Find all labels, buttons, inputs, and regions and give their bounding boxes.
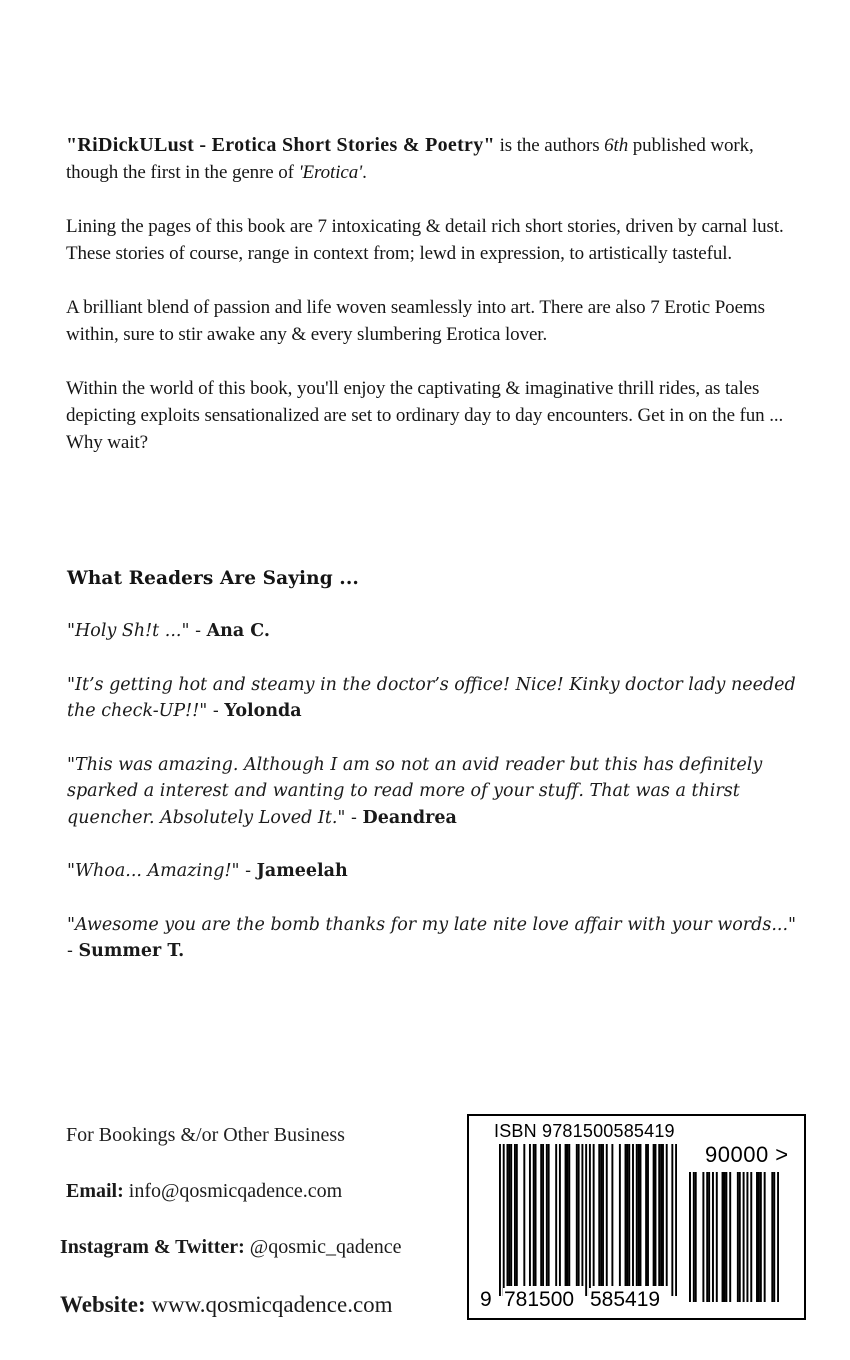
- reviews-heading: What Readers Are Saying ...: [67, 568, 359, 589]
- review-quote: "Awesome you are the bomb thanks for my late nite love affair with your words...": [67, 914, 797, 935]
- barcode-bar: [589, 1144, 591, 1296]
- review-dash: -: [239, 861, 257, 881]
- barcode-bar: [653, 1144, 655, 1286]
- barcode-bar: [658, 1144, 660, 1286]
- blurb-text: is the authors: [494, 135, 605, 156]
- barcode-bar: [581, 1144, 583, 1286]
- barcode-bar: [578, 1144, 580, 1286]
- barcode-bar: [508, 1144, 510, 1286]
- addon-bar: [760, 1172, 762, 1302]
- barcode-bar: [503, 1144, 505, 1296]
- barcode-bar: [566, 1144, 568, 1286]
- barcode-bar: [542, 1144, 544, 1286]
- barcode-bar: [598, 1144, 600, 1286]
- reviews-list: [67, 618, 807, 992]
- barcode-bar: [548, 1144, 550, 1286]
- barcode-bar: [568, 1144, 570, 1286]
- barcode-bar: [555, 1144, 557, 1286]
- review-dash: -: [67, 941, 79, 961]
- barcode-bar: [625, 1144, 627, 1286]
- addon-bar: [695, 1172, 697, 1302]
- barcode-bar: [576, 1144, 578, 1286]
- addon-bar: [777, 1172, 779, 1302]
- addon-bar: [722, 1172, 724, 1302]
- addon-bar: [706, 1172, 708, 1302]
- barcode-bar: [666, 1144, 668, 1286]
- barcode-bar: [647, 1144, 649, 1286]
- addon-bar: [702, 1172, 704, 1302]
- barcode-bar: [662, 1144, 664, 1286]
- barcode-bar: [499, 1144, 501, 1296]
- barcode-digits-right: 585419: [590, 1288, 661, 1311]
- addon-bar: [750, 1172, 752, 1302]
- social-handle[interactable]: @qosmic_qadence: [244, 1236, 402, 1258]
- barcode-bar: [516, 1144, 518, 1286]
- barcode-bar: [506, 1144, 508, 1286]
- social-label: Instagram & Twitter:: [60, 1236, 245, 1258]
- ean-barcode-bars: [499, 1144, 677, 1296]
- review-quote: "Whoa... Amazing!": [67, 861, 240, 881]
- barcode-bar: [565, 1144, 567, 1286]
- barcode-bar: [638, 1144, 640, 1286]
- barcode-bar: [514, 1144, 516, 1286]
- barcode-bar: [675, 1144, 677, 1296]
- review-quote: "It’s getting hot and steamy in the doctor’s office! Nice! Kinky doctor lady needed the check-UP!!": [67, 674, 796, 721]
- addon-bar: [737, 1172, 739, 1302]
- review-author: Summer T.: [78, 941, 185, 961]
- barcode-bar: [540, 1144, 542, 1286]
- review-author: Yolonda: [224, 701, 302, 721]
- barcode-bar: [593, 1144, 595, 1286]
- addon-bar: [725, 1172, 727, 1302]
- addon-bar: [773, 1172, 775, 1302]
- barcode-bar: [626, 1144, 628, 1286]
- addon-bar: [689, 1172, 691, 1302]
- blurb-paragraph-1: [66, 132, 806, 186]
- addon-bar: [708, 1172, 710, 1302]
- social-line: [60, 1236, 401, 1259]
- addon-bar: [693, 1172, 695, 1302]
- barcode-bar: [645, 1144, 647, 1286]
- addon-bar: [729, 1172, 731, 1302]
- book-description: [66, 132, 806, 456]
- addon-bar: [758, 1172, 760, 1302]
- barcode-bar: [546, 1144, 548, 1286]
- addon-bar: [764, 1172, 766, 1302]
- barcode-bar: [510, 1144, 512, 1286]
- website-link[interactable]: www.qosmicqadence.com: [145, 1292, 393, 1317]
- blurb-paragraph-2: Lining the pages of this book are 7 intoxicating & detail rich short stories, driven by carnal lust. These stories of course, range in context from; lewd in expression, to artistically tasteful.: [66, 216, 784, 264]
- blurb-text: .: [362, 162, 367, 183]
- email-line: [66, 1180, 342, 1203]
- bookings-text: For Bookings &/or Other Business: [66, 1124, 345, 1146]
- review-item: [67, 618, 807, 645]
- barcode-digit-first: 9: [480, 1288, 492, 1311]
- email-label: Email:: [66, 1180, 124, 1202]
- website-line: [60, 1292, 393, 1318]
- barcode-bar: [611, 1144, 613, 1286]
- blurb-text: published work, though the first in the genre of: [66, 135, 754, 183]
- barcode-bar: [585, 1144, 587, 1296]
- barcode-bar: [529, 1144, 531, 1286]
- review-quote: "Holy Sh!t ...": [67, 621, 190, 641]
- review-item: [67, 858, 807, 885]
- addon-bar: [723, 1172, 725, 1302]
- barcode-bar: [606, 1144, 608, 1286]
- barcode-digits: [477, 1288, 687, 1314]
- review-author: Ana C.: [206, 621, 271, 641]
- barcode-bar: [636, 1144, 638, 1286]
- review-dash: -: [189, 621, 207, 641]
- review-item: [67, 752, 807, 832]
- email-link[interactable]: info@qosmicqadence.com: [123, 1180, 343, 1202]
- addon-barcode-bars: [689, 1172, 779, 1302]
- isbn-barcode: [467, 1114, 806, 1320]
- barcode-bar: [660, 1144, 662, 1286]
- addon-bar: [716, 1172, 718, 1302]
- barcode-bar: [640, 1144, 642, 1286]
- addon-bar: [712, 1172, 714, 1302]
- review-item: [67, 912, 807, 965]
- price-code: 90000 >: [705, 1142, 789, 1167]
- barcode-bar: [628, 1144, 630, 1286]
- book-title: "RiDickULust - Erotica Short Stories & Poetry": [66, 134, 495, 156]
- website-label: Website:: [60, 1292, 146, 1317]
- blurb-paragraph-3: A brilliant blend of passion and life woven seamlessly into art. There are also 7 Erotic Poems within, sure to stir awake any & every slumbering Erotica lover.: [66, 297, 765, 345]
- barcode-bar: [602, 1144, 604, 1286]
- barcode-bar: [632, 1144, 634, 1286]
- addon-bar: [756, 1172, 758, 1302]
- isbn-label: ISBN 9781500585419: [494, 1121, 675, 1141]
- barcode-bar: [533, 1144, 535, 1286]
- addon-bar: [771, 1172, 773, 1302]
- barcode-bar: [559, 1144, 561, 1286]
- barcode-digits-left: 781500: [504, 1288, 575, 1311]
- barcode-bar: [523, 1144, 525, 1286]
- barcode-bar: [655, 1144, 657, 1286]
- review-dash: -: [207, 701, 225, 721]
- barcode-bar: [600, 1144, 602, 1286]
- barcode-bar: [619, 1144, 621, 1286]
- addon-bar: [743, 1172, 745, 1302]
- barcode-bar: [535, 1144, 537, 1286]
- addon-bar: [739, 1172, 741, 1302]
- review-author: Deandrea: [362, 807, 457, 828]
- genre-text: 'Erotica': [298, 162, 363, 183]
- review-dash: -: [345, 807, 363, 828]
- ordinal-text: 6th: [604, 135, 629, 156]
- review-item: [67, 672, 807, 725]
- addon-bar: [746, 1172, 748, 1302]
- blurb-paragraph-4: Within the world of this book, you'll enjoy the captivating & imaginative thrill rides, as tales depicting exploits sensationalized are set to ordinary day to day encounters. Get in on the fun ... Why wait?: [66, 378, 784, 453]
- review-author: Jameelah: [256, 861, 348, 881]
- barcode-bar: [671, 1144, 673, 1296]
- review-quote: "This was amazing. Although I am so not an avid reader but this has definitely sparked a interest and wanting to read more of your stuff. That was a thirst quencher. Absolutely Loved It.": [67, 754, 763, 828]
